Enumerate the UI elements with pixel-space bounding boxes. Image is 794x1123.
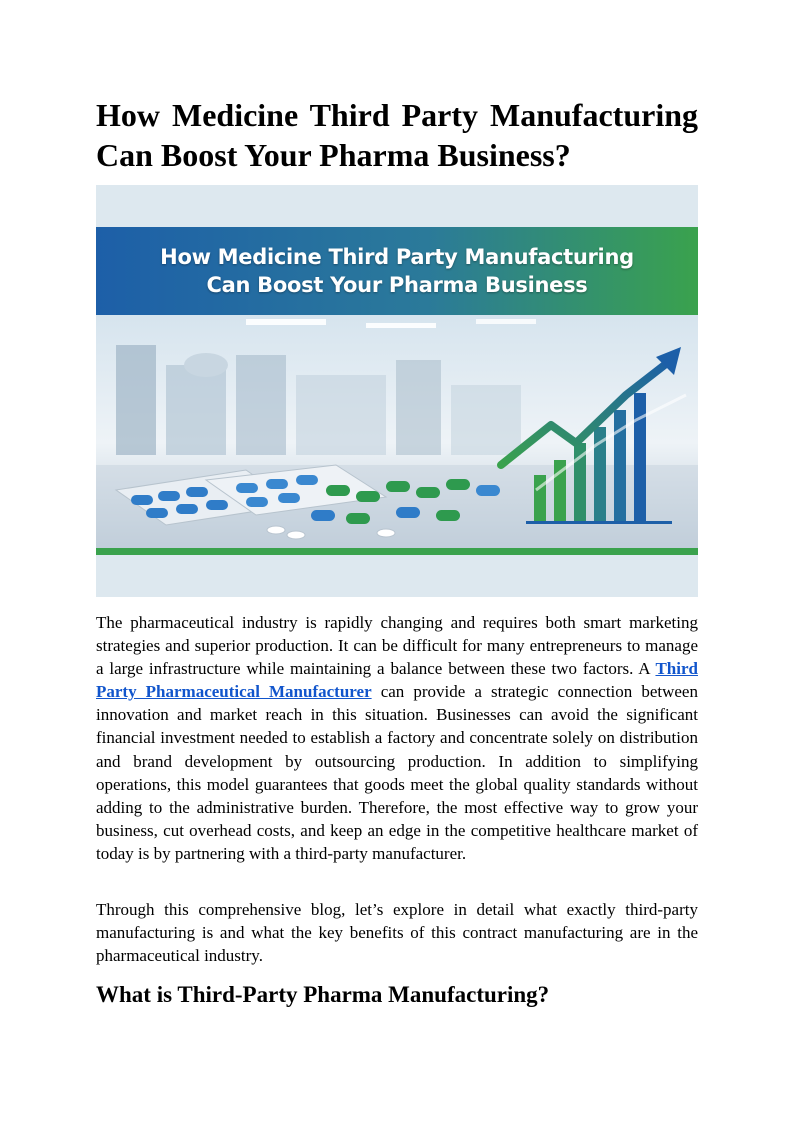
lab-and-capsules-illustration: [96, 315, 698, 548]
section-heading: What is Third-Party Pharma Manufacturing?: [96, 982, 550, 1007]
hero-banner-image: [96, 185, 698, 597]
third-party-manufacturer-link[interactable]: Third Party Pharmaceutical Manufacturer: [96, 659, 698, 702]
banner-accent-strip: [96, 548, 698, 555]
banner-headline: [96, 227, 698, 315]
banner-headline-line-2: Can Boost Your Pharma Business: [206, 273, 588, 297]
page-title: How Medicine Third Party Manufacturing Can Boost Your Pharma Business?: [96, 97, 698, 173]
banner-graphic: [96, 227, 698, 555]
blog-intro-paragraph: Through this comprehensive blog, let’s explore in detail what exactly third-party manufacturing is and what the key benefits of this contract manufacturing are in the pharmaceutical industry.: [96, 900, 698, 966]
intro-paragraph: [96, 611, 698, 865]
intro-text-start: The pharmaceutical industry is rapidly changing and requires both smart marketing strategies and superior production. It can be difficult for many entrepreneurs to manage a large infrastructure while maintaining a balance between these two factors. A: [96, 613, 698, 679]
intro-text-end: can provide a strategic connection between innovation and market reach in this situation. Businesses can avoid the significant financial investment needed to establish a factory and concentrate solely on distribution and brand development by outsourcing production. In addition to simplifying operations, this model guarantees that goods meet the global quality standards without adding to the administrative burden. Therefore, the most effective way to grow your business, cut overhead costs, and keep an edge in the competitive healthcare market of today is by partnering with a third-party manufacturer.: [96, 682, 698, 863]
banner-headline-line-1: How Medicine Third Party Manufacturing: [160, 245, 634, 269]
